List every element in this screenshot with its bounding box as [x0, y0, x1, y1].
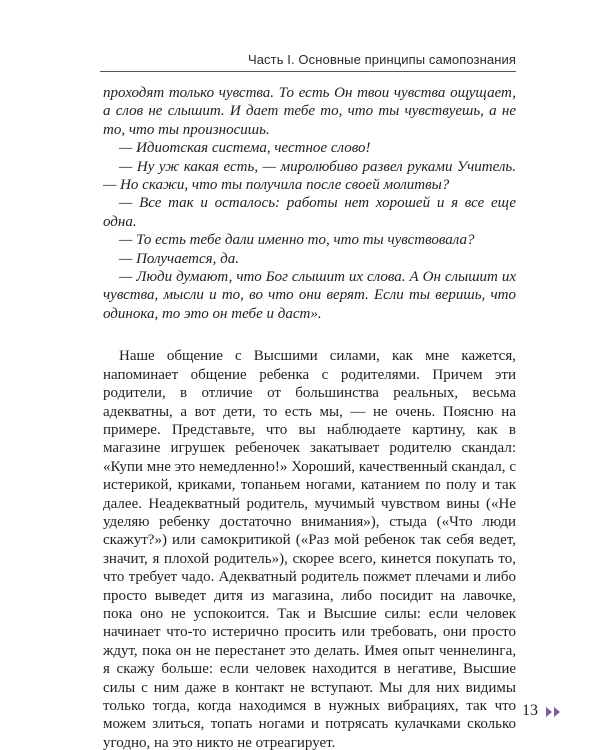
- dialogue-paragraph: проходят только чувства. То есть Он твои чувства ощущает, а слов не слышит. И дает тебе то, что ты чувствуешь, а не то, что ты произносишь.: [103, 85, 516, 138]
- dialogue-paragraph: — Ну уж какая есть, — миролюбиво развел руками Учитель. — Но скажи, что ты получила после своей молитвы?: [103, 158, 516, 194]
- section-spacer: [103, 323, 516, 347]
- double-chevron-right-icon: [544, 705, 564, 719]
- dialogue-paragraph: — Все так и осталось: работы нет хорошей и я все еще одна.: [103, 195, 516, 230]
- running-header: Часть I. Основные принципы самопознания: [247, 52, 516, 67]
- narrative-paragraph: Наше общение с Высшими силами, как мне кажется, напоминает общение ребенка с родителями. Причем эти родители, в отличие от большинства реальных, весьма адекватны, а вот дети, то есть мы, — не очень. Поясню на примере. Представьте, что вы наблюдаете картину, как в магазине игрушек ребеночек закатывает родителю скандал: «Купи мне это немедленно!» Хороший, качественный скандал, с истерикой, криками, топаньем ногами, катанием по полу и так далее. Неадекватный родитель, мучимый чувством вины («Не уделяю ребенку достаточно внимания»), стыда («Что люди скажут?») или самокритикой («Раз мой ребенок так себя ведет, значит, я плохой родитель»), скорее всего, кинется покупать то, что требует чадо. Адекватный родитель пожмет плечами и либо просто выведет дитя из магазина, либо посидит на лавочке, пока оно не успокоится. Так и Высшие силы: если человек начинает что-то истерично просить или требовать, они просто ждут, пока он не перестанет это делать. Имея опыт ченнелинга, я скажу больше: если человек находится в негативе, Высшие силы с ним даже в контакт не вступают. Мы для них видимы только тогда, когда находимся в нужных вибрациях, так что можем злиться, топать ногами и потрясать кулачками сколько угодно, на это никто не отреагирует.: [103, 348, 516, 750]
- page-number: 13: [522, 702, 538, 719]
- header-rule: [100, 71, 516, 72]
- dialogue-paragraph: — Получается, да.: [119, 250, 239, 267]
- page-body: [103, 84, 516, 750]
- dialogue-paragraph: — Идиотская система, честное слово!: [119, 140, 371, 157]
- dialogue-paragraph: — Люди думают, что Бог слышит их слова. А Он слышит их чувства, мысли и то, во что они верят. Если ты веришь, что одинока, то это он тебе и даст».: [103, 269, 516, 322]
- dialogue-paragraph: — То есть тебе дали именно то, что ты чувствовала?: [119, 232, 475, 249]
